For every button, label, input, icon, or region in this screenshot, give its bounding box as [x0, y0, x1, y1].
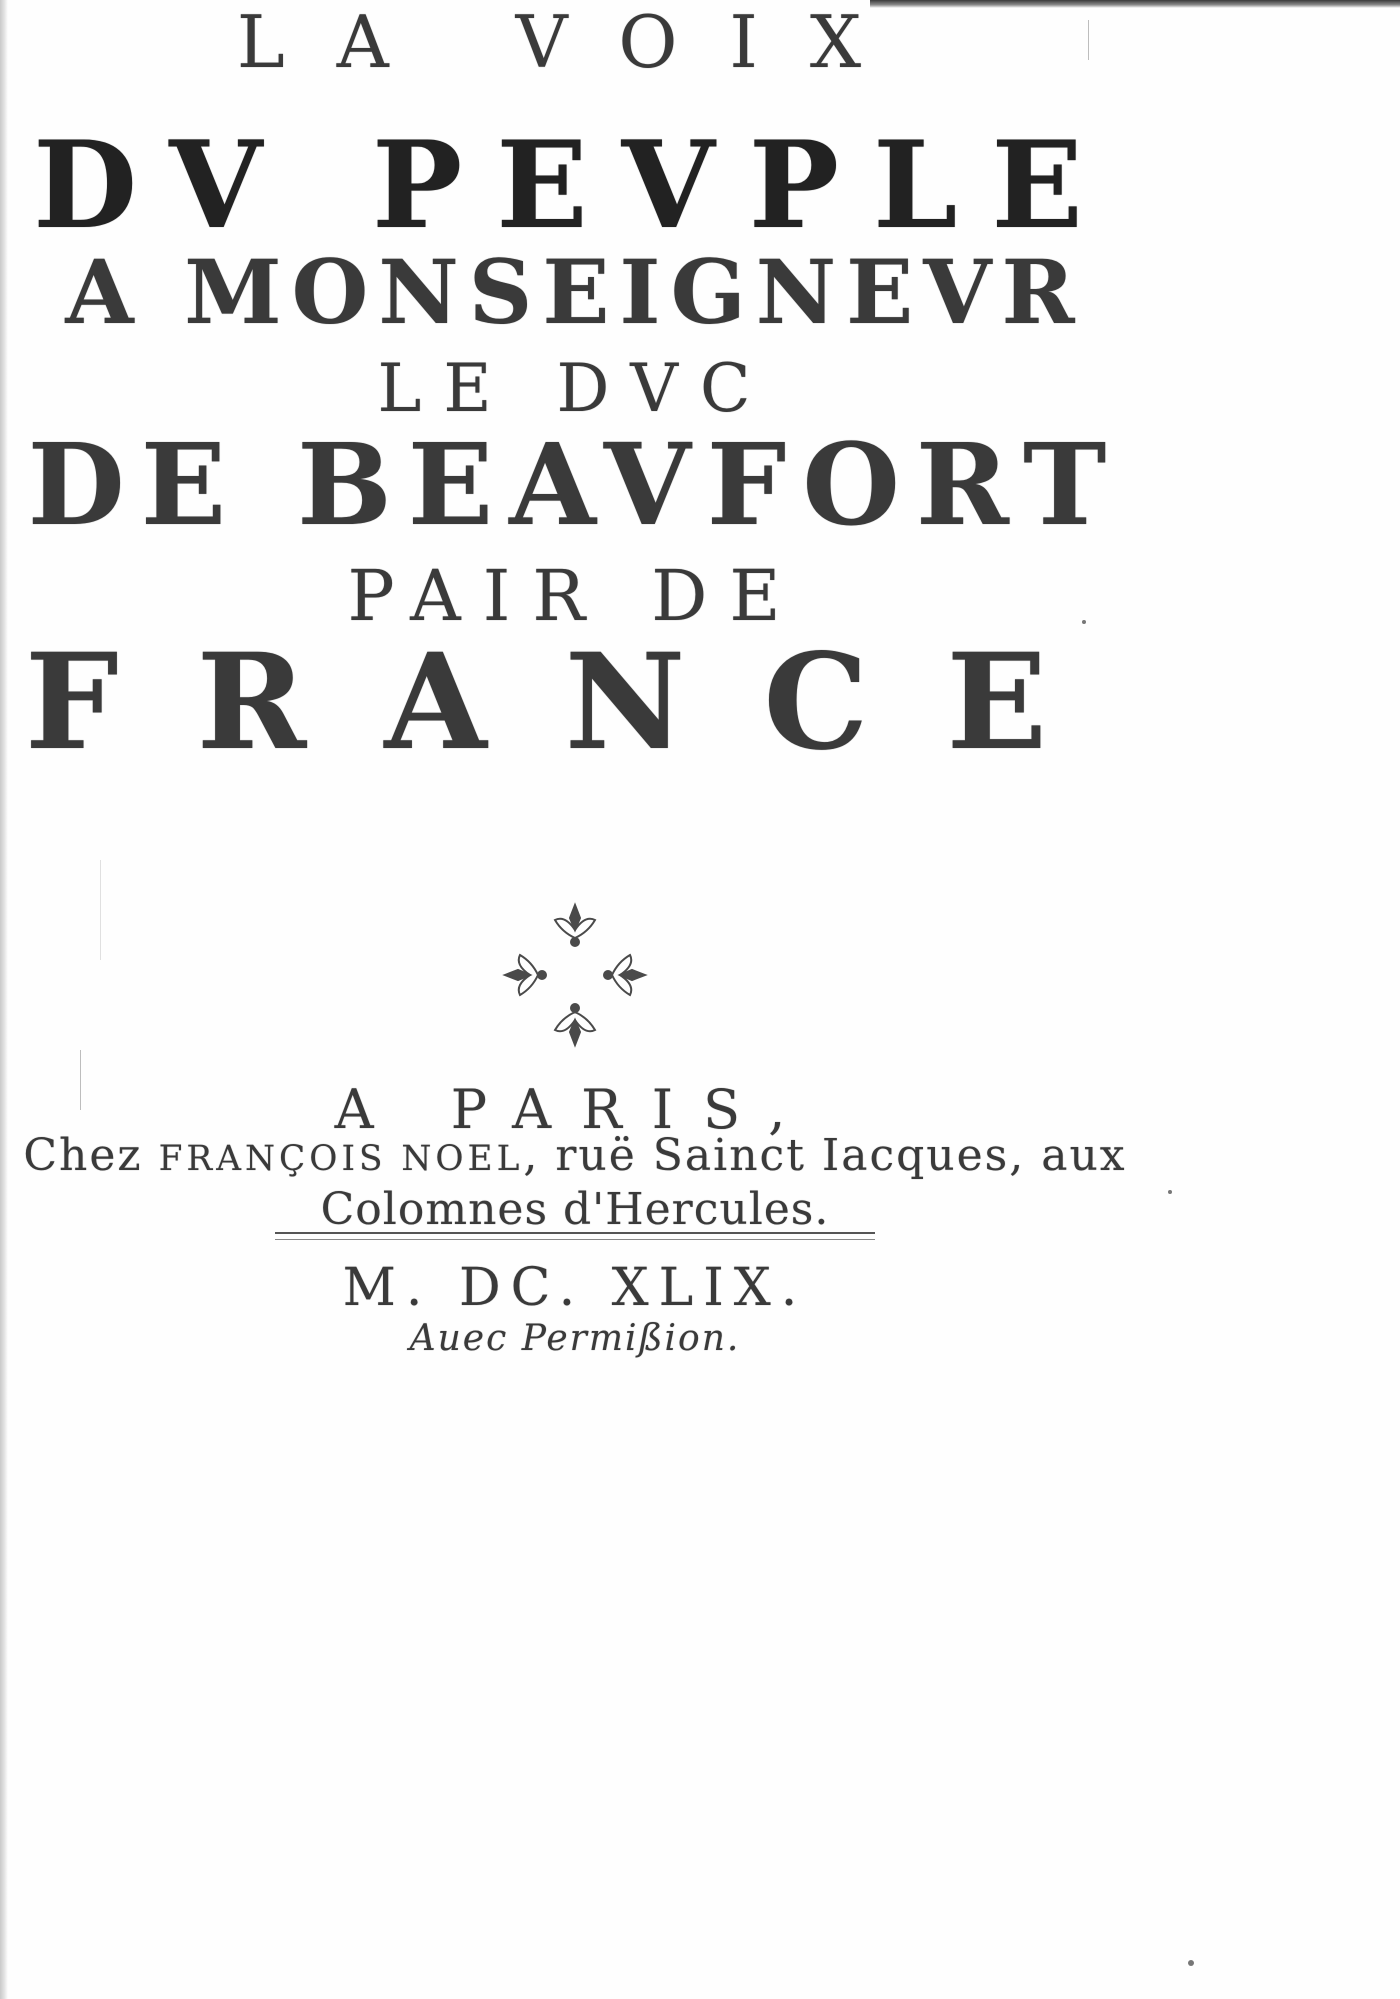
publication-date: M. DC. XLIX. [342, 1258, 808, 1318]
title-line-du-peuple: DV PEVPLE [33, 115, 1117, 256]
imprint-city: A PARIS, [334, 1078, 816, 1141]
imprint-address: , ruë Sainct Iacques, aux [523, 1130, 1127, 1181]
imprint-printer-name: FRANÇOIS NOEL [158, 1139, 524, 1179]
ink-speck [1188, 1960, 1194, 1966]
title-line-le-duc: LE DVC [377, 350, 773, 427]
imprint-printer-line [0, 1130, 1150, 1181]
fleuron-ornament-icon [500, 900, 650, 1050]
imprint-printer-prefix: Chez [23, 1130, 143, 1181]
title-line-la-voix: LA VOIX [236, 0, 914, 84]
ink-speck [1168, 1190, 1172, 1194]
title-line-de-beaufort: DE BEAVFORT [27, 420, 1123, 551]
ink-speck [1082, 620, 1086, 624]
title-line-a-monseigneur: A MONSEIGNEVR [65, 240, 1085, 344]
horizontal-rule [275, 1232, 875, 1240]
title-line-pair-de: PAIR DE [347, 555, 803, 637]
title-line-france: FRANCE [24, 625, 1126, 780]
permission-note: Auec Permißion. [409, 1318, 741, 1359]
margin-mark [100, 860, 101, 960]
imprint-sign: Colomnes d'Hercules. [320, 1184, 830, 1235]
